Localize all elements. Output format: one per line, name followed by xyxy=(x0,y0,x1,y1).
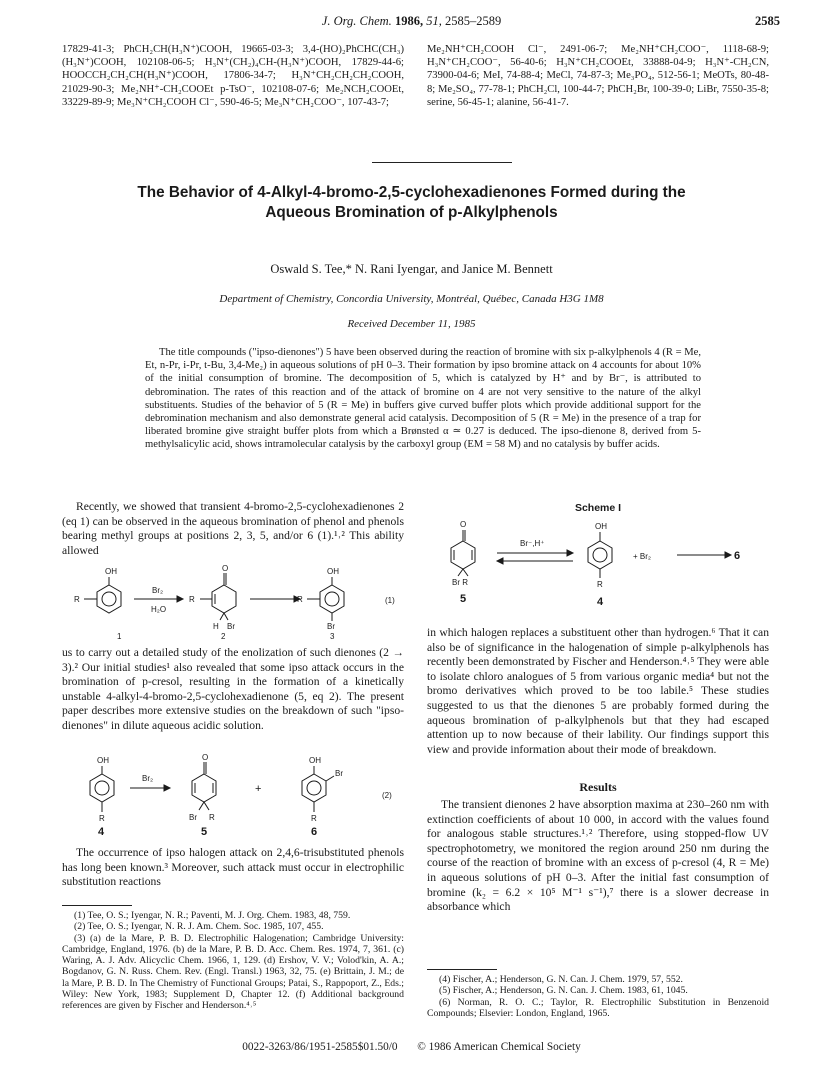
scheme-label-r: R xyxy=(597,580,603,589)
ring-2 xyxy=(212,585,236,613)
label-br-2: Br xyxy=(227,622,235,631)
registry-right: Me₂NH⁺CH₂COOH Cl⁻, 2491-06-7; Me₂NH⁺CH₂COO⁻, 1118-68-9; H₃N⁺CH₂COO⁻, 56-40-6; H₃N⁺CH₂COOEt, 33888-04-9; H₃N⁺-CH₂CN, 73900-04-6; MeI, 74-88-4; MeCl, 74-87-3; Me₃PO₄, 512-56-1; MeOTs, 80-48-8; Me₂SO₄, 77-78-1; PhCH₂Cl, 100-44-7; PhCH₂Br, 100-39-0; LiBr, 7550-35-8; serine, 56-45-1; alanine, 56-41-7. xyxy=(427,44,769,108)
footnotes-left xyxy=(62,910,404,1012)
label-h-2: H xyxy=(213,622,219,631)
label-reagent-h2o: H₂O xyxy=(151,605,167,614)
footnote-1: (1) Tee, O. S.; Iyengar, N. R.; Paventi, M. J. Org. Chem. 1983, 48, 759. xyxy=(74,910,351,921)
aromatic-circle-4 xyxy=(95,781,109,795)
received-date: Received December 11, 1985 xyxy=(347,318,476,330)
label-br-6: Br xyxy=(335,769,343,778)
scheme-compound-5: 5 xyxy=(460,593,467,605)
footnote-3: (3) (a) de la Mare, P. B. D. Electrophilic Halogenation; Cambridge University: Cambridge, England, 1976. (b) de la Mare, P. B. D. Acc. Chem. Res. 1974, 7, 361. (c) Waring, A. J. Adv. Alicyclic Chem. 1966, 1, 129. (d) Ershov, V. V.; Volod'kin, A. A.; Bogdanov, G. N. Russ. Chem. Rev. (Engl. Transl.) 1963, 32, 75. (e) Brittain, J. M.; de la Mare, P. B. D. In The Chemistry of Functional Groups; Patai, S., Rappoport, Z., Eds.; Wiley: New York, 1983; Supplement D, Chapter 12. (f) Additional background references are given by Fischer and Henderson.⁴˒⁵ xyxy=(62,932,404,1012)
footer-code: 0022-3263/86/1951-2585$01.50/0 xyxy=(242,1041,398,1053)
label-br-3: Br xyxy=(327,622,335,631)
footnote-rule-left xyxy=(62,905,132,906)
label-r-2: R xyxy=(189,595,195,604)
label-br-5: Br xyxy=(189,813,197,822)
footnote-6: (6) Norman, R. O. C.; Taylor, R. Electrophilic Substitution in Benzenoid Compounds; Elsevier: London, England, 1965. xyxy=(427,996,769,1019)
paragraph: Recently, we showed that transient 4-bromo-2,5-cyclohexadienones 2 (eq 1) can be observed in the aqueous bromination of phenol and phenols bearing methyl groups at positions 2, 3, 5, and/or 6 (1).¹˒² This ability allowed xyxy=(62,500,404,557)
right-para-1 xyxy=(427,626,769,757)
left-para-1 xyxy=(62,500,404,558)
compound-number-2: 2 xyxy=(221,632,226,641)
ring-3 xyxy=(320,585,344,613)
equation-2 xyxy=(62,752,404,838)
label-r-4: R xyxy=(99,814,105,823)
compound-number-3: 3 xyxy=(330,632,335,641)
footnotes-right xyxy=(427,974,769,1019)
aromatic-circle-1 xyxy=(102,592,116,606)
left-para-2 xyxy=(62,646,404,734)
left-para-3 xyxy=(62,846,404,890)
affiliation: Department of Chemistry, Concordia University, Montréal, Québec, Canada H3G 1M8 xyxy=(219,293,604,305)
label-oh-6: OH xyxy=(309,756,321,765)
journal-volume: 51, xyxy=(426,14,442,28)
label-reagent-br2: Br₂ xyxy=(152,586,164,595)
label-r-1: R xyxy=(74,595,80,604)
label-plus-eq2: + xyxy=(255,783,262,795)
label-r-3: R xyxy=(297,595,303,604)
label-r-6: R xyxy=(311,814,317,823)
equation-1 xyxy=(62,563,404,641)
scheme-title: Scheme I xyxy=(574,502,622,514)
page-range: 2585–2589 xyxy=(444,14,502,28)
scheme-product-number: 6 xyxy=(734,550,741,562)
compound-number-1: 1 xyxy=(117,632,122,641)
abstract: The title compounds ("ipso-dienones") 5 have been observed during the reaction of bromine with six p-alkylphenols 4 (R = Me, Et, n-Pr, i-Pr, t-Bu, 3,4-Me₂) in aqueous solutions of pH 0–3. Their formation by ipso bromine attack on 4 accounts for about 10% of the initial consumption of bromine. The decomposition of 5, which is catalyzed by H⁺ and by Br⁻, is attributed to debromination. The rates of this reaction and of the attack of bromine on 4 are not very sensitive to the nature of the alkyl substituents. Studies of the behavior of 5 (R = Me) in buffers give curved buffer plots which provide additional support for the debromination mechanism and also demonstrate general acid catalysis. Decomposition of 5 (R = Me) in the presence of a trap for liberated bromine give straight buffer plots from which a Brønsted α ≃ 0.27 is deduced. The ipso-dienone 8, derived from 5-methylsalicylic acid, shows intramolecular catalysis by the carboxyl group (EM = 58 M) and no catalysis by buffer acids. xyxy=(145,347,701,451)
footnote-2: (2) Tee, O. S.; Iyengar, N. R. J. Am. Chem. Soc. 1985, 107, 455. xyxy=(74,921,324,933)
ring-1 xyxy=(97,585,121,613)
divider-rule xyxy=(372,162,512,163)
compound-number-6: 6 xyxy=(311,826,318,838)
footnote-rule-right xyxy=(427,969,497,970)
scheme-label-o: O xyxy=(460,520,467,529)
scheme-label-oh: OH xyxy=(595,522,607,531)
paragraph: us to carry out a detailed study of the enolization of such dienones (2 → 3).² Our initial studies¹ also revealed that some ipso attack occurs in the bromination of p-cresol, resulting in the formation of a kinetically unstable 4-alkyl-4-bromo-2,5-cyclohexadienone (5, eq 2). The present paper describes more extensive studies on the breakdown of such "ipso-dienones" in dilute aqueous acidic solution. xyxy=(62,646,404,732)
footnote-4: (4) Fischer, A.; Henderson, G. N. Can. J. Chem. 1979, 57, 552. xyxy=(439,974,683,985)
ring-4 xyxy=(90,774,114,802)
aromatic-circle-6 xyxy=(307,781,321,795)
label-oh-4: OH xyxy=(97,756,109,765)
scheme-label-plus-br2: + Br₂ xyxy=(633,552,651,561)
paragraph: The transient dienones 2 have absorption maxima at 230–260 nm with extinction coefficients of about 10 000, in accord with the values found for analogous stable structures.¹˒² Therefore, using stopped-flow UV spectrophotometry, we monitored the region around 250 nm during the course of the reaction of bromine with an excess of p-cresol (4, R = Me) in aqueous solutions of pH 0–3. After the initial fast consumption of bromine (k₂ = 6.2 × 10⁵ M⁻¹ s⁻¹),⁷ there is a slower decrease in absorbance which xyxy=(427,798,769,914)
running-header xyxy=(0,14,823,29)
label-reagent-eq2: Br₂ xyxy=(142,774,154,783)
compound-number-4: 4 xyxy=(98,826,105,838)
footer xyxy=(0,1041,823,1053)
title-line-1: The Behavior of 4-Alkyl-4-bromo-2,5-cyclohexadienones Formed during the xyxy=(137,184,686,201)
equation-number-2: (2) xyxy=(382,791,392,800)
paragraph: in which halogen replaces a substituent other than hydrogen.⁶ That it can also be of significance in the halogenation of simple p-alkylphenols has recently been demonstrated by Fischer and Henderson.⁴˒⁵ They were able to isolate chloro analogues of 5 from various organic media⁴ but not the bromo derivatives which proved to be too labile.⁵ These studies suggested to us that the dienones 5 are probably formed during the aqueous bromination of p-alkylphenols but that they had escaped attention up to now because of their lability. Our findings support this view and provide information about their mode of breakdown. xyxy=(427,626,769,756)
label-o-2: O xyxy=(222,564,229,573)
scheme-ring-dienone xyxy=(451,541,475,569)
journal-year: 1986, xyxy=(394,14,424,28)
authors: Oswald S. Tee,* N. Rani Iyengar, and Janice M. Bennett xyxy=(270,262,553,276)
scheme-aromatic-circle xyxy=(593,548,607,562)
title-line-2: Aqueous Bromination of p-Alkylphenols xyxy=(265,204,558,221)
paragraph: The occurrence of ipso halogen attack on 2,4,6-trisubstituted phenols has long been known.³ Moreover, such attack must occur in electrophilic substitution reactions xyxy=(62,846,404,889)
equation-number-1: (1) xyxy=(385,596,395,605)
label-oh-3: OH xyxy=(327,567,339,576)
ring-6 xyxy=(302,774,326,802)
label-r-5: R xyxy=(209,813,215,822)
aromatic-circle-3 xyxy=(325,592,339,606)
scheme-label-br-r: Br R xyxy=(452,578,468,587)
scheme-1 xyxy=(427,517,769,617)
journal-name: J. Org. Chem. xyxy=(321,14,392,28)
ring-5 xyxy=(192,774,216,802)
page-number: 2585 xyxy=(755,14,780,28)
footnote-5: (5) Fischer, A.; Henderson, G. N. Can. J. Chem. 1983, 61, 1045. xyxy=(439,985,688,997)
label-oh-1: OH xyxy=(105,567,117,576)
registry-left: 17829-41-3; PhCH₂CH(H₃N⁺)COOH, 19665-03-3; 3,4-(HO)₂PhCHC(CH₃)(H₃N⁺)COOH, 102108-06-5; H₃N⁺(CH₂)₄CH-(H₃N⁺)COOH, 17829-44-6; HOOCCH₂CH₂CH(H₃N⁺)COOH, 17806-34-7; H₃N⁺CH₂CH₂CH₂COOH, 21029-90-3; Me₂NH⁺-CH₂COOEt p-TsO⁻, 102108-07-6; Me₂NCH₂COOEt, 33229-89-9; Me₃N⁺CH₂COOH Cl⁻, 590-46-5; Me₃N⁺CH₂COO⁻, 107-43-7; xyxy=(62,44,404,108)
scheme-label-reagent: Br⁻,H⁺ xyxy=(520,539,545,548)
label-o-5: O xyxy=(202,753,209,762)
article-title xyxy=(90,183,733,223)
scheme-compound-4: 4 xyxy=(597,596,604,608)
compound-number-5: 5 xyxy=(201,826,208,838)
scheme-ring-phenol xyxy=(588,541,612,569)
footer-copyright: © 1986 American Chemical Society xyxy=(417,1041,581,1053)
right-para-2 xyxy=(427,798,769,915)
results-heading: Results xyxy=(579,780,617,794)
